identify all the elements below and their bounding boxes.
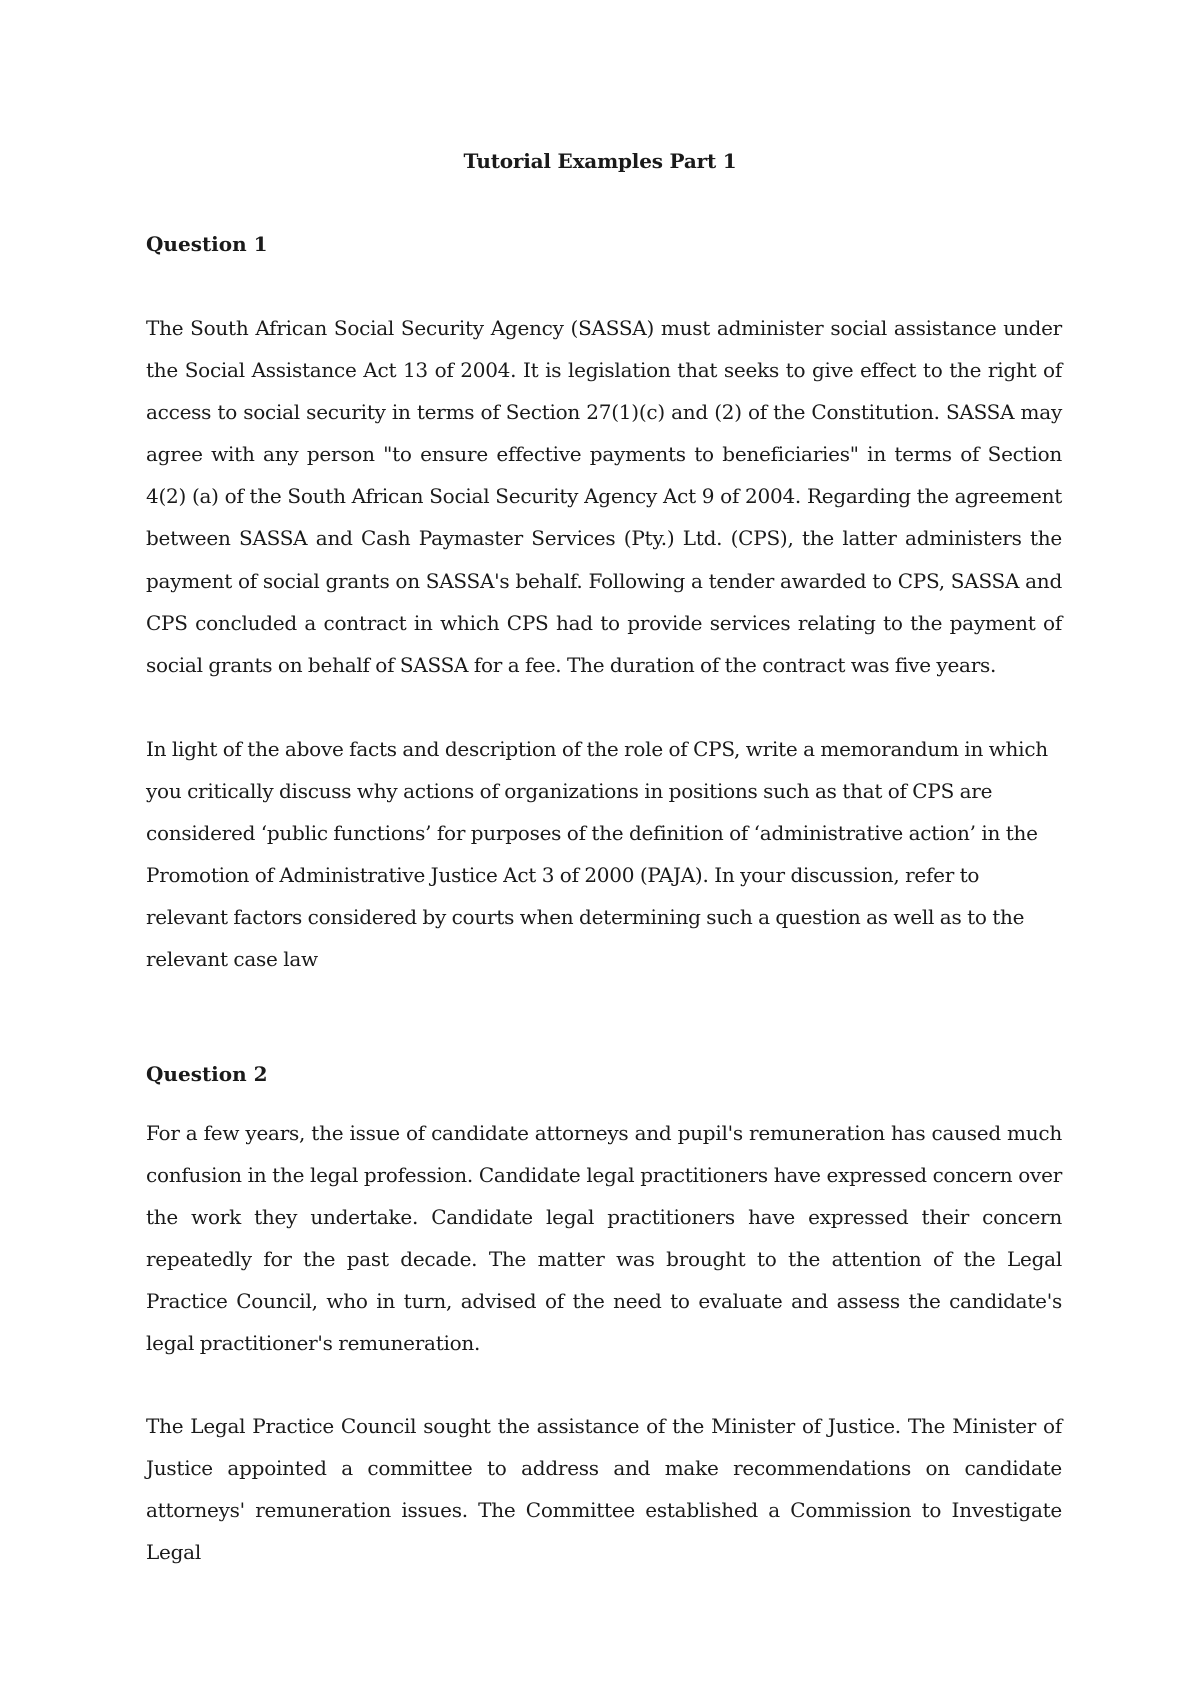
question-1-heading: Question 1 xyxy=(146,232,268,256)
question-1-paragraph-2: In light of the above facts and description of the role of CPS, write a memorandum in which you critically discuss why actions of organizations in positions such as that of CPS are considered ‘public functions’ for purposes of the definition of ‘administrative action’ in the Promotion of Administrative Justice Act 3 of 2000 (PAJA). In your discussion, refer to relevant factors considered by courts when determining such a question as well as to the relevant case law xyxy=(146,737,1048,972)
question-2-paragraph-2: The Legal Practice Council sought the assistance of the Minister of Justice. The Minister of Justice appointed a committee to address and make recommendations on candidate attorneys' remuneration issues. The Committee established a Commission to Investigate Legal xyxy=(146,1414,1062,1565)
question-2-heading: Question 2 xyxy=(146,1062,268,1086)
question-2-paragraph-1: For a few years, the issue of candidate attorneys and pupil's remuneration has caused much confusion in the legal profession. Candidate legal practitioners have expressed concern over the work they undertake. Candidate legal practitioners have expressed their concern repeatedly for the past decade. The matter was brought to the attention of the Legal Practice Council, who in turn, advised of the need to evaluate and assess the candidate's legal practitioner's remuneration. xyxy=(146,1121,1062,1356)
question-1-paragraph-1: The South African Social Security Agency (SASSA) must administer social assistance under the Social Assistance Act 13 of 2004. It is legislation that seeks to give effect to the right of access to social security in terms of Section 27(1)(c) and (2) of the Constitution. SASSA may agree with any person "to ensure effective payments to beneficiaries" in terms of Section 4(2) (a) of the South African Social Security Agency Act 9 of 2004. Regarding the agreement between SASSA and Cash Paymaster Services (Pty.) Ltd. (CPS), the latter administers the payment of social grants on SASSA's behalf. Following a tender awarded to CPS, SASSA and CPS concluded a contract in which CPS had to provide services relating to the payment of social grants on behalf of SASSA for a fee. The duration of the contract was five years. xyxy=(146,316,1062,677)
document-title: Tutorial Examples Part 1 xyxy=(463,149,737,173)
